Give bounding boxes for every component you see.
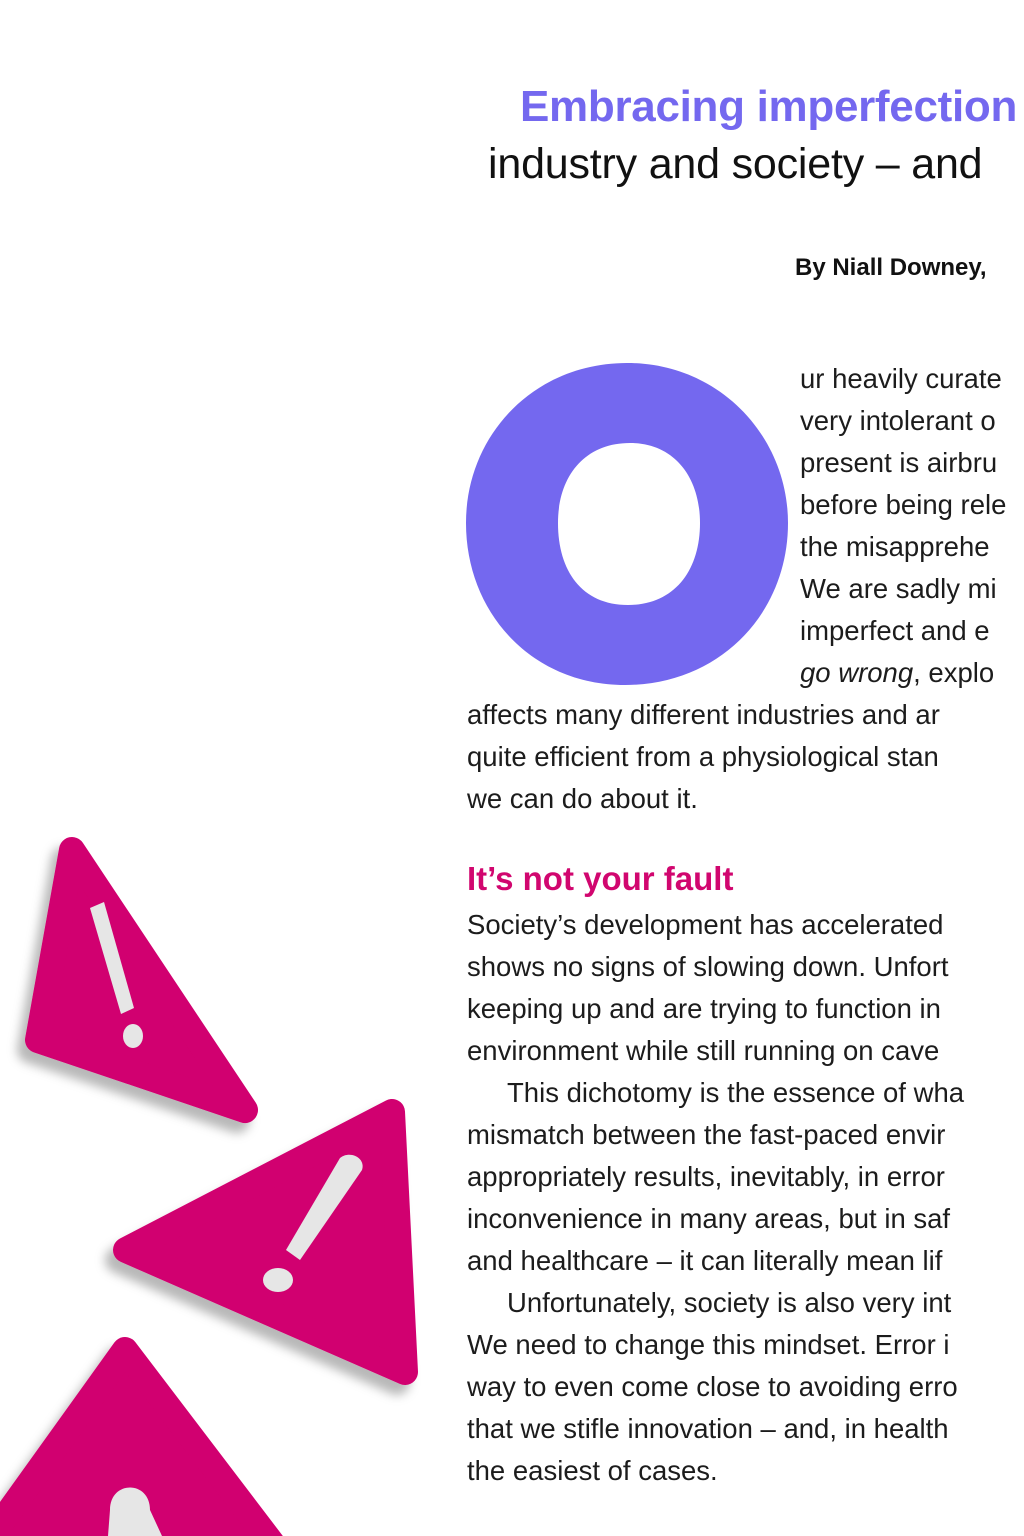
intro-line <box>800 652 994 694</box>
body-line: keeping up and are trying to function in <box>467 993 941 1024</box>
headline <box>0 82 1024 192</box>
body-line: appropriately results, inevitably, in error <box>467 1161 945 1192</box>
intro-line: very intolerant o <box>800 405 996 436</box>
body-line: and healthcare – it can literally mean lif <box>467 1245 943 1276</box>
warning-triangle-icon <box>0 1350 300 1536</box>
body-line: We need to change this mindset. Error i <box>467 1329 950 1360</box>
body-line: inconvenience in many areas, but in saf <box>467 1203 951 1234</box>
intro-line: the misapprehe <box>800 531 990 562</box>
section-heading: It’s not your fault <box>467 860 734 897</box>
intro-line: ur heavily curate <box>800 363 1002 394</box>
intro-line: quite efficient from a physiological stan <box>467 741 939 772</box>
dropcap-char: O <box>626 655 628 656</box>
body-line: This dichotomy is the essence of wha <box>507 1077 965 1108</box>
body-line: that we stifle innovation – and, in health <box>467 1413 949 1444</box>
intro-line: We are sadly mi <box>800 573 997 604</box>
intro-line: before being rele <box>800 489 1007 520</box>
intro-emphasis: go wrong <box>800 657 914 688</box>
dropcap-letter <box>462 355 792 695</box>
warning-triangle-icon <box>38 850 245 1110</box>
warning-illustration <box>0 820 440 1536</box>
byline: By Niall Downey, <box>795 254 987 281</box>
intro-line-rest: , explo <box>913 657 995 688</box>
body-line: Unfortunately, society is also very int <box>507 1287 952 1318</box>
intro-line: present is airbru <box>800 447 998 478</box>
body-line: environment while still running on cave <box>467 1035 940 1066</box>
warning-triangle-icon <box>126 1112 405 1372</box>
body-line: mismatch between the fast-paced envir <box>467 1119 946 1150</box>
headline-line-1: Embracing imperfection <box>520 82 1018 131</box>
body-line: shows no signs of slowing down. Unfort <box>467 951 949 982</box>
intro-line: imperfect and e <box>800 615 990 646</box>
headline-line-2: industry and society – and <box>488 140 983 188</box>
body-line: Society’s development has accelerated <box>467 909 944 940</box>
intro-line: we can do about it. <box>467 783 698 814</box>
intro-line: affects many different industries and ar <box>467 699 940 730</box>
body-line: way to even come close to avoiding erro <box>467 1371 958 1402</box>
dropcap-shape <box>466 363 788 685</box>
body-line: the easiest of cases. <box>467 1455 718 1486</box>
